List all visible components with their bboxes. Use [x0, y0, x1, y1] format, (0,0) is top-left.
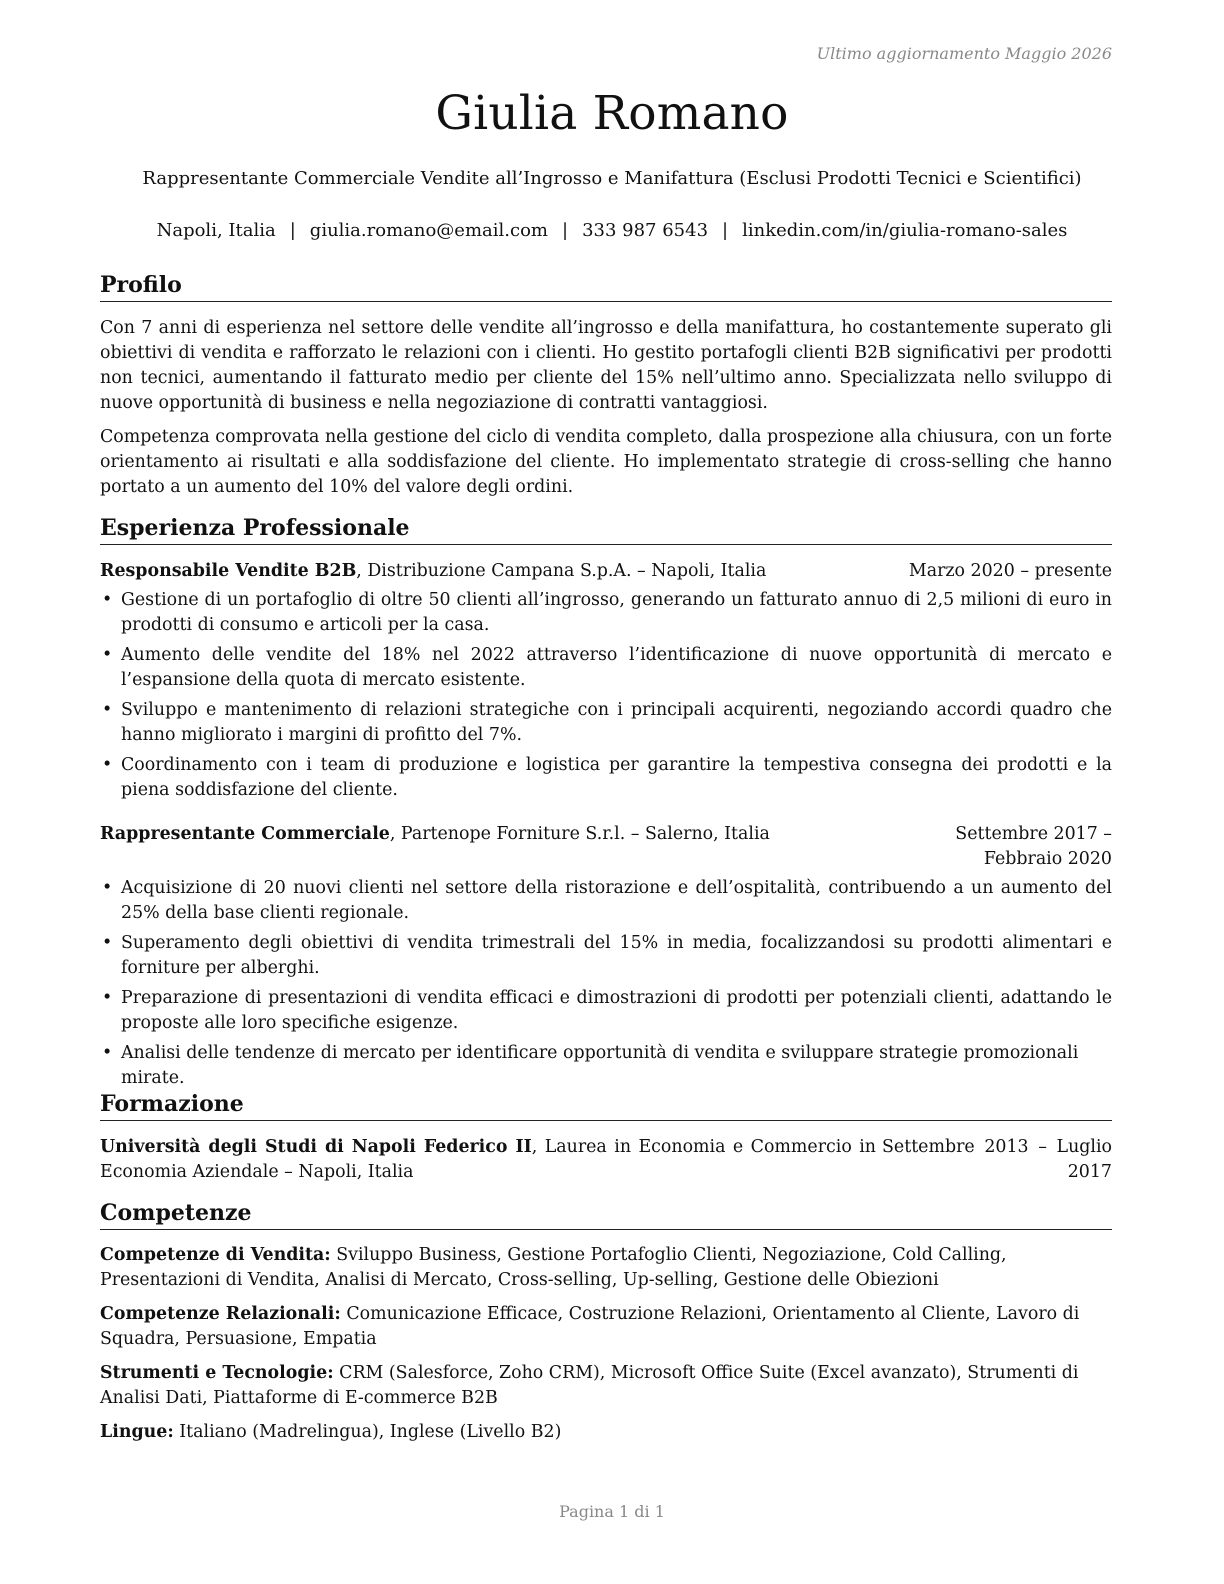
job-header: [100, 822, 1112, 872]
contact-separator: |: [722, 220, 729, 241]
page-number: Pagina 1 di 1: [559, 1502, 665, 1521]
contact-line: [0, 220, 1224, 241]
contact-linkedin[interactable]: linkedin.com/in/giulia-romano-sales: [742, 220, 1068, 241]
contact-location: Napoli, Italia: [156, 220, 276, 241]
job-bullet: • Preparazione di presentazioni di vendita efficaci e dimostrazioni di prodotti per potenziali clienti, adattando le proposte alle loro specifiche esigenze.: [100, 986, 1112, 1036]
contact-separator: |: [561, 220, 569, 241]
job-role: Responsabile Vendite B2B: [100, 561, 357, 581]
job-bullet: • Acquisizione di 20 nuovi clienti nel settore della ristorazione e dell’ospitalità, contribuendo a un aumento del 25% della base clienti regionale.: [100, 876, 1112, 926]
job-company: , Partenope Forniture S.r.l. – Salerno, Italia: [389, 824, 770, 844]
contact-email[interactable]: giulia.romano@email.com: [309, 220, 548, 241]
skill-group: [100, 1302, 1112, 1352]
job-bullet: • Gestione di un portafoglio di oltre 50 clienti all’ingrosso, generando un fatturato annuo di 2,5 milioni di euro in prodotti di consumo e articoli per la casa.: [100, 588, 1112, 638]
section-title-education: Formazione: [100, 1090, 1112, 1121]
skill-label: Strumenti e Tecnologie:: [100, 1363, 334, 1383]
profile-paragraph: Con 7 anni di esperienza nel settore delle vendite all’ingrosso e della manifattura, ho costantemente superato gli obiettivi di vendita e rafforzato le relazioni con i clienti. Ho gestito portafogli clienti B2B significativi per prodotti non tecnici, aumentando il fatturato medio per cliente del 15% nell’ultimo anno. Specializzata nello sviluppo di nuove opportunità di business e nella negoziazione di contratti vantaggiosi.: [100, 318, 1112, 413]
job-role: Rappresentante Commerciale: [100, 824, 390, 844]
updated-date: Ultimo aggiornamento Maggio 2026: [816, 44, 1112, 63]
skill-value: CRM (Salesforce, Zoho CRM), Microsoft Office Suite (Excel avanzato), Strumenti di Analisi Dati, Piattaforme di E-commerce B2B: [100, 1363, 1079, 1408]
contact-phone[interactable]: 333 987 6543: [582, 220, 709, 241]
skill-value: Sviluppo Business, Gestione Portafoglio Clienti, Negoziazione, Cold Calling, Presentazioni di Vendita, Analisi di Mercato, Cross-selling, Up-selling, Gestione delle Obiezioni: [100, 1245, 1007, 1290]
education-details: , Laurea in Economia e Commercio in Economia Aziendale – Napoli, Italia: [100, 1137, 877, 1182]
section-title-skills: Competenze: [100, 1199, 1112, 1230]
job-bullets: [100, 588, 1112, 803]
job-dates: Settembre 2017 – Febbraio 2020: [955, 824, 1112, 869]
skill-value: Comunicazione Efficace, Costruzione Relazioni, Orientamento al Cliente, Lavoro di Squadra, Persuasione, Empatia: [100, 1304, 1080, 1349]
skill-label: Competenze di Vendita:: [100, 1245, 331, 1265]
skill-group: [100, 1420, 1112, 1445]
skill-group: [100, 1361, 1112, 1411]
job-bullet: • Coordinamento con i team di produzione e logistica per garantire la tempestiva consegna dei prodotti e la piena soddisfazione del cliente.: [100, 753, 1112, 803]
job-entry: [100, 822, 1112, 1091]
experience-section: [100, 514, 1112, 1096]
profile-section: [100, 271, 1112, 500]
job-bullet: • Aumento delle vendite del 18% nel 2022 attraverso l’identificazione di nuove opportunità di mercato e l’espansione della quota di mercato esistente.: [100, 643, 1112, 693]
job-header: [100, 559, 1112, 584]
job-company: , Distribuzione Campana S.p.A. – Napoli, Italia: [356, 561, 767, 581]
job-bullet: • Sviluppo e mantenimento di relazioni strategiche con i principali acquirenti, negoziando accordi quadro che hanno migliorato i margini di profitto del 7%.: [100, 698, 1112, 748]
candidate-name: Giulia Romano: [435, 86, 789, 141]
skill-group: [100, 1243, 1112, 1293]
education-entry: [100, 1135, 1112, 1185]
job-bullet: • Superamento degli obiettivi di vendita trimestrali del 15% in media, focalizzandosi su prodotti alimentari e forniture per alberghi.: [100, 931, 1112, 981]
section-title-experience: Esperienza Professionale: [100, 514, 1112, 545]
education-school: Università degli Studi di Napoli Federico II: [100, 1137, 532, 1157]
skills-section: [100, 1199, 1112, 1454]
skill-label: Competenze Relazionali:: [100, 1304, 341, 1324]
job-tagline: Rappresentante Commerciale Vendite all’Ingrosso e Manifattura (Esclusi Prodotti Tecnici e Scientifici): [142, 168, 1082, 189]
profile-paragraph: Competenza comprovata nella gestione del ciclo di vendita completo, dalla prospezione alla chiusura, con un forte orientamento ai risultati e alla soddisfazione del cliente. Ho implementato strategie di cross-selling che hanno portato a un aumento del 10% del valore degli ordini.: [100, 427, 1112, 497]
job-entry: [100, 559, 1112, 803]
job-bullet: • Analisi delle tendenze di mercato per identificare opportunità di vendita e sviluppare strategie promozionali mirate.: [100, 1041, 1112, 1091]
job-bullets: [100, 876, 1112, 1091]
contact-separator: |: [289, 220, 296, 241]
skill-label: Lingue:: [100, 1422, 174, 1442]
education-section: [100, 1090, 1112, 1185]
skill-value: Italiano (Madrelingua), Inglese (Livello B2): [173, 1422, 562, 1442]
section-title-profile: Profilo: [100, 271, 1112, 302]
job-dates: Marzo 2020 – presente: [908, 561, 1112, 581]
education-dates: Settembre 2013 – Luglio 2017: [882, 1137, 1112, 1182]
